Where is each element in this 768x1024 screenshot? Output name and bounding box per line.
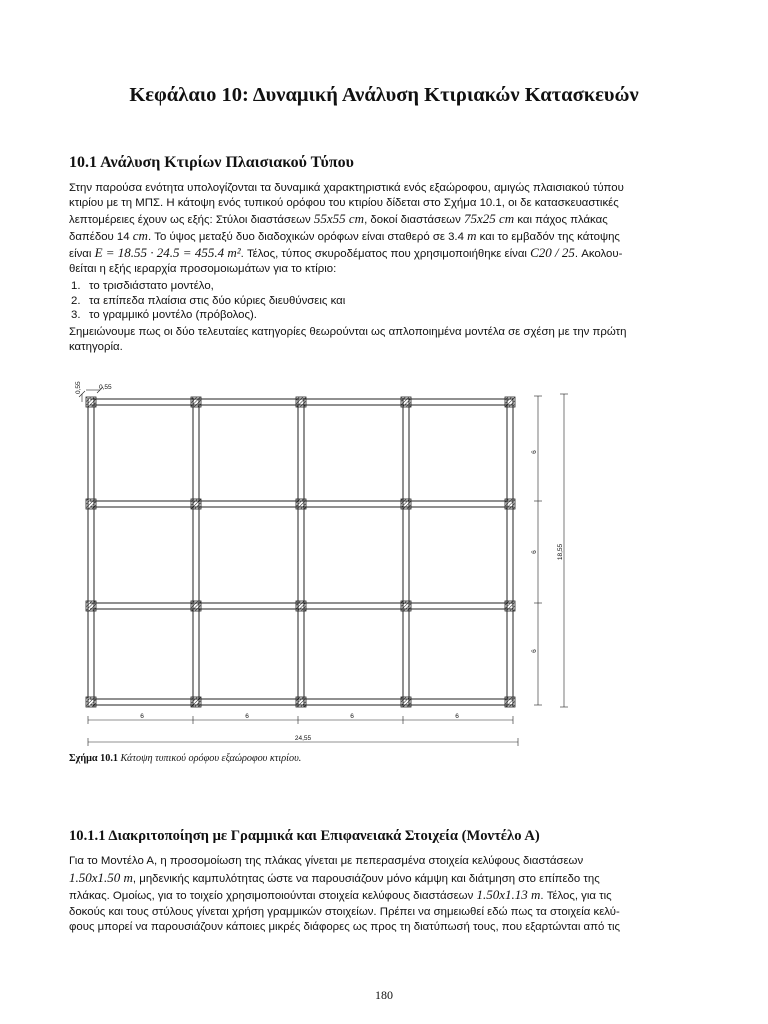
subsection-title: 10.1.1 Διακριτοποίηση με Γραμμικά και Επιφανειακά Στοιχεία (Μοντέλο Α) — [69, 828, 540, 844]
bay-x-label: 6 — [245, 713, 249, 720]
intro-line-4 — [69, 228, 699, 245]
list-text: το γραμμικό μοντέλο (πρόβολος). — [89, 309, 257, 321]
model-a-line-3 — [69, 887, 699, 905]
intro-line-5 — [69, 245, 699, 262]
text-span: . Το ύψος μεταξύ δυο διαδοχικών ορόφων είναι σταθερό σε 3.4 — [147, 231, 464, 243]
text-span: είναι — [69, 248, 92, 260]
math-shell-dims: 1.50x1.50 m — [69, 869, 133, 885]
bay-y-label: 6 — [531, 550, 538, 554]
text-span: λεπτομέρειες έχουν ως εξής: Στύλοι διαστάσεων — [69, 214, 311, 226]
intro-line-1: Στην παρούσα ενότητα υπολογίζονται τα δυναμικά χαρακτηριστικά ενός εξαώροφου, αμιγώς πλαισιακού τύπου — [69, 182, 624, 194]
model-a-paragraph — [69, 854, 699, 936]
list-number: 1. — [71, 280, 81, 292]
model-a-line-5: φους μπορεί να παρουσιάζουν κάποιες μικρές διάφορες ως προς τη διατύπωσή τους, που εξαρτώνται από τις — [69, 921, 620, 934]
intro-line-6: θείται η εξής ιεραρχία προσομοιωμάτων για το κτίριο: — [69, 263, 337, 275]
model-hierarchy-list — [69, 279, 345, 323]
math-unit: m — [467, 228, 477, 243]
total-y-label: 18,55 — [557, 543, 564, 561]
text-span: . Τέλος, για τις — [540, 890, 612, 903]
caption-label: Σχήμα 10.1 — [69, 753, 118, 764]
note-line-2: κατηγορία. — [69, 341, 123, 353]
chapter-title: Κεφάλαιο 10: Δυναμική Ανάλυση Κτιριακών Κατασκευών — [129, 84, 639, 106]
text-span: πλάκας. Ομοίως, για το τοιχείο χρησιμοποιούνται στοιχεία κελύφους διαστάσεων — [69, 890, 474, 903]
dim-column-horizontal: 0,55 — [99, 384, 112, 391]
text-span: , δοκοί διαστάσεων — [364, 214, 461, 226]
math-column-dims: 55x55 cm — [313, 211, 365, 226]
note-paragraph — [69, 325, 699, 355]
text-span: και το εμβαδόν της κάτοψης — [479, 231, 620, 243]
list-number: 3. — [71, 309, 81, 321]
text-span: . Τέλος, τύπος σκυροδέματος που χρησιμοποιήθηκε είναι — [240, 248, 527, 260]
math-wall-shell-dims: 1.50x1.13 m — [476, 887, 541, 903]
list-item — [69, 279, 345, 294]
bay-x-label: 6 — [140, 713, 144, 720]
math-concrete-class: C20 / 25 — [530, 245, 575, 260]
text-span: και πάχος πλάκας — [517, 214, 608, 226]
bay-y-label: 6 — [531, 450, 538, 454]
list-item — [69, 294, 345, 309]
text-span: δαπέδου 14 — [69, 231, 130, 243]
text-span: , μηδενικής καμπυλότητας ώστε να παρουσιάζουν μόνο κάμψη και διάτμηση στο επίπεδο της — [132, 872, 600, 885]
model-a-line-4: δοκούς και τους στύλους γίνεται χρήση γραμμικών στοιχείων. Πρέπει να σημειωθεί εδώ πως τα στοιχεία κελύ- — [69, 905, 620, 918]
columns — [86, 397, 515, 707]
model-a-line-2 — [69, 870, 699, 888]
bay-x-label: 6 — [350, 713, 354, 720]
model-a-line-1: Για το Μοντέλο Α, η προσομοίωση της πλάκας γίνεται με πεπερασμένα στοιχεία κελύφους διαστάσεων — [69, 855, 584, 867]
note-line-1: Σημειώνουμε πως οι δύο τελευταίες κατηγορίες θεωρούνται ως απλοποιημένα μοντέλα σε σχέση με την πρώτη — [69, 326, 627, 338]
math-unit: cm — [132, 228, 148, 243]
section-title: 10.1 Ανάλυση Κτιρίων Πλαισιακού Τύπου — [69, 154, 354, 171]
list-number: 2. — [71, 294, 81, 307]
list-item — [69, 308, 345, 323]
bay-y-label: 6 — [531, 649, 538, 653]
bay-x-label: 6 — [455, 713, 459, 720]
text-span: . Ακολου- — [574, 248, 623, 260]
total-x-label: 24,55 — [294, 735, 312, 742]
caption-text: Κάτοψη τυπικού ορόφου εξαώροφου κτιρίου. — [120, 753, 302, 764]
intro-line-3 — [69, 211, 699, 228]
list-text: το τρισδιάστατο μοντέλο, — [89, 280, 214, 292]
page-number: 180 — [375, 988, 393, 1002]
floor-plan-figure — [66, 372, 586, 750]
dim-column-vertical: 0,55 — [75, 381, 82, 394]
math-area-formula: E = 18.55 · 24.5 = 455.4 m² — [94, 245, 241, 260]
intro-paragraph — [69, 181, 699, 277]
intro-line-2: κτιρίου με τη ΜΠΣ. Η κάτοψη ενός τυπικού ορόφου του κτιρίου δίδεται στο Σχήμα 10.1, οι δε κατασκευαστικές — [69, 197, 619, 209]
beam-lines — [88, 398, 513, 707]
list-text: τα επίπεδα πλαίσια στις δύο κύριες διευθύνσεις και — [89, 294, 346, 307]
math-beam-dims: 75x25 cm — [463, 211, 515, 226]
figure-caption — [69, 753, 301, 764]
